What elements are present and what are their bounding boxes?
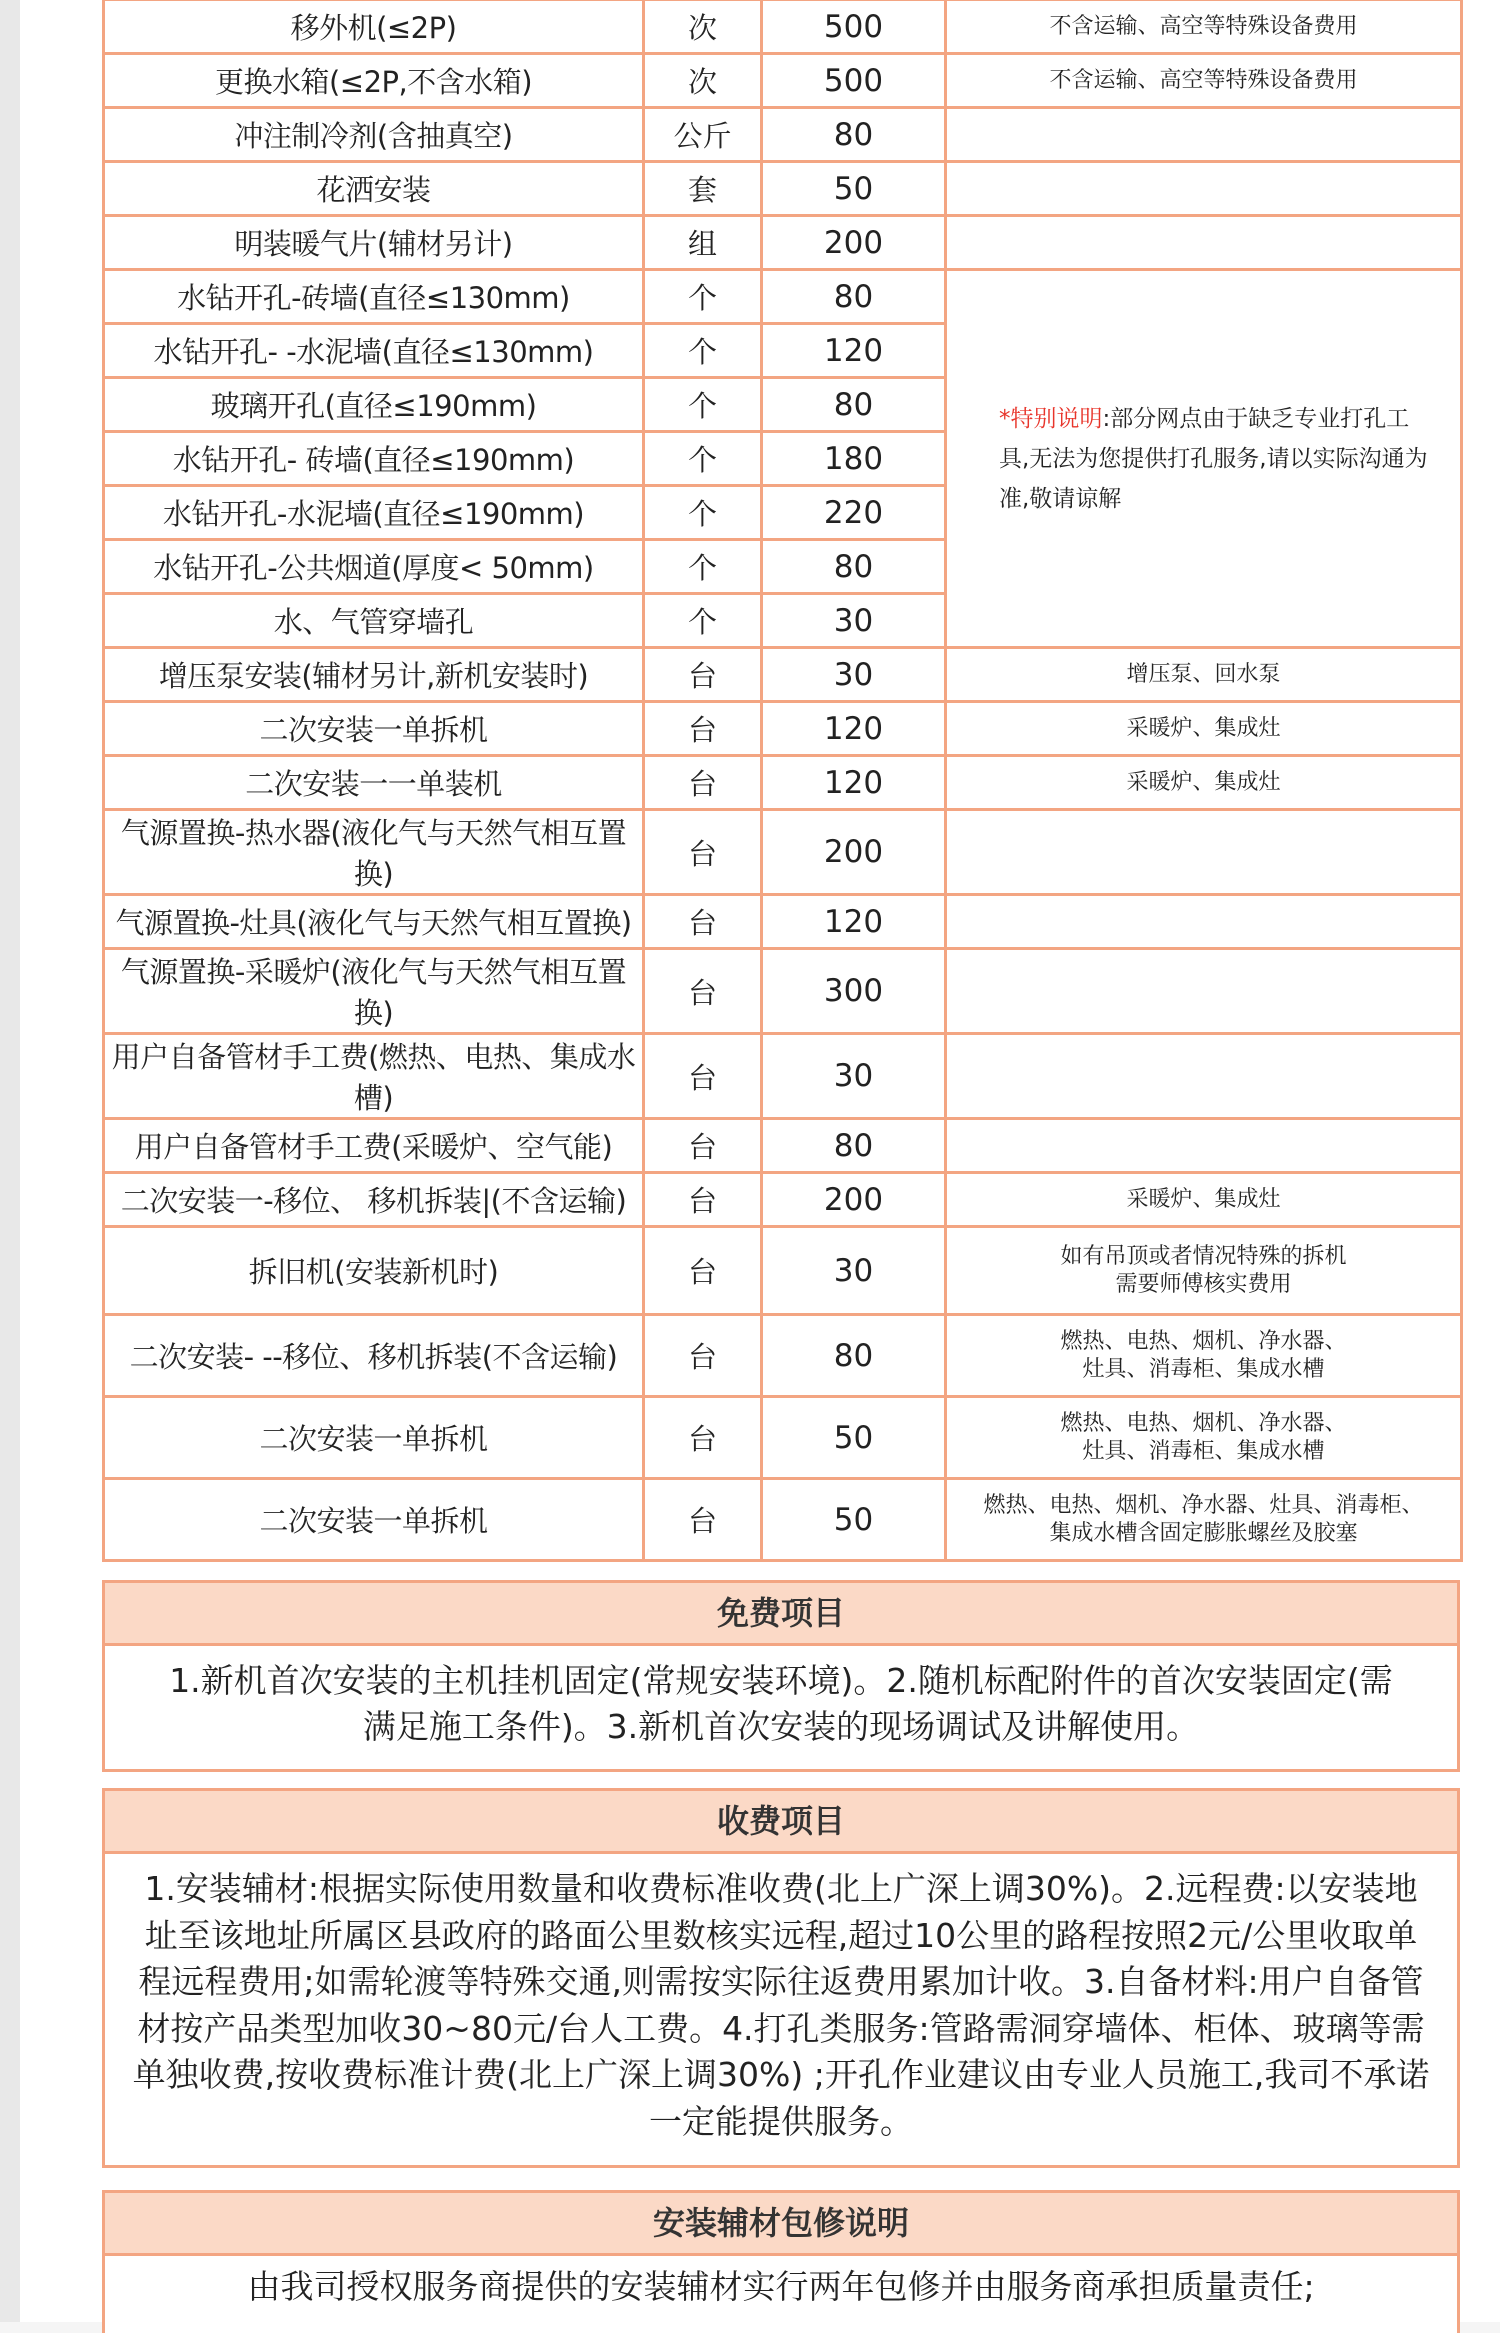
item-note xyxy=(946,162,1462,216)
special-note-cell xyxy=(946,270,1462,648)
item-unit: 台 xyxy=(644,756,762,810)
note-line-1: 燃热、电热、烟机、净水器、 xyxy=(1060,1328,1347,1354)
table-row xyxy=(104,270,1462,324)
item-unit: 台 xyxy=(644,1173,762,1227)
warranty-section xyxy=(102,2190,1460,2333)
special-note-star: * xyxy=(999,405,1011,432)
table-row xyxy=(104,949,1462,1034)
item-name: 用户自备管材手工费(燃热、电热、集成水槽) xyxy=(104,1034,644,1119)
item-name: 玻璃开孔(直径≤190mm) xyxy=(104,378,644,432)
free-items-section xyxy=(102,1580,1460,1772)
installation-price-table xyxy=(102,0,1463,1562)
table-row xyxy=(104,702,1462,756)
item-unit: 组 xyxy=(644,216,762,270)
item-price: 30 xyxy=(762,1034,946,1119)
item-name: 二次安装一-移位、 移机拆装|(不含运输) xyxy=(104,1173,644,1227)
item-unit: 台 xyxy=(644,810,762,895)
charge-items-title: 收费项目 xyxy=(105,1791,1457,1854)
item-price: 50 xyxy=(762,1479,946,1561)
item-note xyxy=(946,1227,1462,1315)
item-unit: 台 xyxy=(644,1397,762,1479)
item-unit: 台 xyxy=(644,895,762,949)
item-unit: 台 xyxy=(644,949,762,1034)
item-name: 水钻开孔-水泥墙(直径≤190mm) xyxy=(104,486,644,540)
item-note: 采暖炉、集成灶 xyxy=(946,756,1462,810)
note-line-2: 灶具、消毒柜、集成水槽 xyxy=(1082,1438,1325,1464)
item-name: 用户自备管材手工费(采暖炉、空气能) xyxy=(104,1119,644,1173)
item-price: 80 xyxy=(762,378,946,432)
item-unit: 台 xyxy=(644,1227,762,1315)
item-price: 120 xyxy=(762,895,946,949)
item-note: 增压泵、回水泵 xyxy=(946,648,1462,702)
item-name: 气源置换-采暖炉(液化气与天然气相互置换) xyxy=(104,949,644,1034)
item-price: 200 xyxy=(762,1173,946,1227)
item-name: 更换水箱(≤2P,不含水箱) xyxy=(104,54,644,108)
item-unit: 台 xyxy=(644,1315,762,1397)
item-name: 二次安装- --移位、移机拆装(不含运输) xyxy=(104,1315,644,1397)
item-unit: 个 xyxy=(644,540,762,594)
item-price: 30 xyxy=(762,594,946,648)
item-price: 80 xyxy=(762,540,946,594)
item-name: 拆旧机(安装新机时) xyxy=(104,1227,644,1315)
special-note-label: 特别说明 xyxy=(1010,405,1103,432)
item-unit: 个 xyxy=(644,432,762,486)
special-note-text: :部分网点由于缺乏专业打孔工具,无法为您提供打孔服务,请以实际沟通为准,敬请谅解 xyxy=(999,405,1428,512)
item-note xyxy=(946,216,1462,270)
item-price: 50 xyxy=(762,1397,946,1479)
item-unit: 个 xyxy=(644,270,762,324)
table-row xyxy=(104,756,1462,810)
item-unit: 次 xyxy=(644,0,762,54)
item-price: 220 xyxy=(762,486,946,540)
item-unit: 台 xyxy=(644,1034,762,1119)
item-price: 30 xyxy=(762,1227,946,1315)
item-name: 二次安装一单拆机 xyxy=(104,1397,644,1479)
item-price: 300 xyxy=(762,949,946,1034)
item-price: 500 xyxy=(762,54,946,108)
item-note xyxy=(946,895,1462,949)
item-unit: 次 xyxy=(644,54,762,108)
table-row xyxy=(104,810,1462,895)
item-name: 水钻开孔- 砖墙(直径≤190mm) xyxy=(104,432,644,486)
table-row xyxy=(104,1034,1462,1119)
item-price: 50 xyxy=(762,162,946,216)
item-note xyxy=(946,108,1462,162)
item-note: 不含运输、高空等特殊设备费用 xyxy=(946,54,1462,108)
table-row xyxy=(104,216,1462,270)
note-line-1: 燃热、电热、烟机、净水器、 xyxy=(1060,1410,1347,1436)
item-note xyxy=(946,1119,1462,1173)
free-items-body: 1.新机首次安装的主机挂机固定(常规安装环境)。2.随机标配附件的首次安装固定(需满足施工条件)。3.新机首次安装的现场调试及讲解使用。 xyxy=(169,1661,1393,1746)
item-note xyxy=(946,1034,1462,1119)
item-note xyxy=(946,810,1462,895)
item-note: 采暖炉、集成灶 xyxy=(946,1173,1462,1227)
item-note: 采暖炉、集成灶 xyxy=(946,702,1462,756)
item-name: 水钻开孔- -水泥墙(直径≤130mm) xyxy=(104,324,644,378)
table-row xyxy=(104,648,1462,702)
item-price: 500 xyxy=(762,0,946,54)
item-note xyxy=(946,1397,1462,1479)
item-unit: 个 xyxy=(644,486,762,540)
charge-items-body: 1.安装辅材:根据实际使用数量和收费标准收费(北上广深上调30%)。2.远程费:以安装地址至该地址所属区县政府的路面公里数核实远程,超过10公里的路程按照2元/公里收取单程远程费用;如需轮渡等特殊交通,则需按实际往返费用累加计收。3.自备材料:用户自备管材按产品类型加收30~80元/台人工费。4.打孔类服务:管路需洞穿墙体、柜体、玻璃等需单独收费,按收费标准计费(北上广深上调30%) ;开孔作业建议由专业人员施工,我司不承诺一定能提供服务。 xyxy=(132,1869,1430,2141)
item-note xyxy=(946,949,1462,1034)
item-price: 180 xyxy=(762,432,946,486)
item-name: 水钻开孔-砖墙(直径≤130mm) xyxy=(104,270,644,324)
item-note: 不含运输、高空等特殊设备费用 xyxy=(946,0,1462,54)
charge-items-section xyxy=(102,1788,1460,2168)
table-row xyxy=(104,1173,1462,1227)
item-name: 冲注制冷剂(含抽真空) xyxy=(104,108,644,162)
note-line-1: 燃热、电热、烟机、净水器、灶具、消毒柜、 xyxy=(983,1492,1424,1518)
note-line-2: 需要师傅核实费用 xyxy=(1115,1271,1292,1297)
table-row xyxy=(104,1119,1462,1173)
item-unit: 公斤 xyxy=(644,108,762,162)
item-price: 120 xyxy=(762,324,946,378)
item-unit: 台 xyxy=(644,702,762,756)
note-line-2: 集成水槽含固定膨胀螺丝及胶塞 xyxy=(1049,1520,1358,1546)
item-unit: 个 xyxy=(644,594,762,648)
warranty-title: 安装辅材包修说明 xyxy=(105,2193,1457,2256)
item-price: 80 xyxy=(762,270,946,324)
item-price: 120 xyxy=(762,756,946,810)
table-row xyxy=(104,108,1462,162)
item-name: 移外机(≤2P) xyxy=(104,0,644,54)
item-name: 明装暖气片(辅材另计) xyxy=(104,216,644,270)
table-row xyxy=(104,1479,1462,1561)
item-name: 花洒安装 xyxy=(104,162,644,216)
item-unit: 套 xyxy=(644,162,762,216)
free-items-title: 免费项目 xyxy=(105,1583,1457,1646)
warranty-body: 由我司授权服务商提供的安装辅材实行两年包修并由服务商承担质量责任; xyxy=(247,2267,1315,2306)
item-name: 水钻开孔-公共烟道(厚度< 50mm) xyxy=(104,540,644,594)
item-name: 二次安装一单拆机 xyxy=(104,1479,644,1561)
item-note xyxy=(946,1479,1462,1561)
item-unit: 台 xyxy=(644,648,762,702)
item-price: 80 xyxy=(762,1315,946,1397)
table-row xyxy=(104,162,1462,216)
item-name: 增压泵安装(辅材另计,新机安装时) xyxy=(104,648,644,702)
item-unit: 个 xyxy=(644,378,762,432)
item-name: 气源置换-灶具(液化气与天然气相互置换) xyxy=(104,895,644,949)
item-price: 200 xyxy=(762,216,946,270)
item-name: 二次安装一单拆机 xyxy=(104,702,644,756)
table-row xyxy=(104,1315,1462,1397)
item-name: 气源置换-热水器(液化气与天然气相互置换) xyxy=(104,810,644,895)
item-name: 水、气管穿墙孔 xyxy=(104,594,644,648)
item-price: 80 xyxy=(762,108,946,162)
item-price: 30 xyxy=(762,648,946,702)
note-line-2: 灶具、消毒柜、集成水槽 xyxy=(1082,1356,1325,1382)
item-note xyxy=(946,1315,1462,1397)
table-row xyxy=(104,1227,1462,1315)
table-row xyxy=(104,54,1462,108)
item-unit: 台 xyxy=(644,1479,762,1561)
item-unit: 个 xyxy=(644,324,762,378)
table-row xyxy=(104,895,1462,949)
table-row xyxy=(104,0,1462,54)
item-price: 120 xyxy=(762,702,946,756)
item-name: 二次安装一一单装机 xyxy=(104,756,644,810)
table-row xyxy=(104,1397,1462,1479)
left-margin xyxy=(0,0,20,2322)
item-price: 80 xyxy=(762,1119,946,1173)
item-unit: 台 xyxy=(644,1119,762,1173)
item-price: 200 xyxy=(762,810,946,895)
note-line-1: 如有吊顶或者情况特殊的拆机 xyxy=(1060,1243,1347,1269)
